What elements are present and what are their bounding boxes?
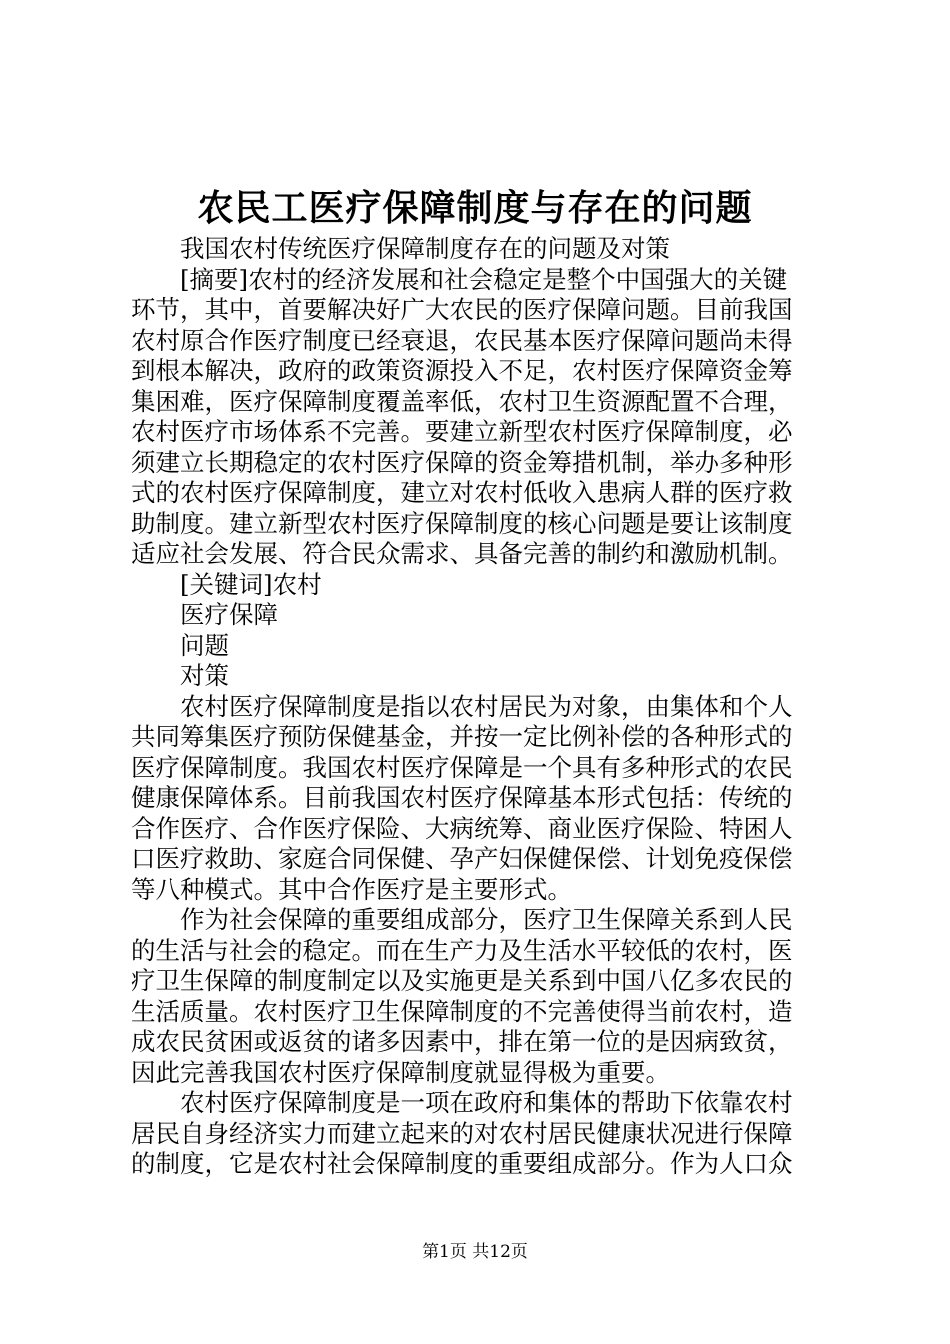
paragraph-line: 因此完善我国农村医疗保障制度就显得极为重要。 xyxy=(131,1057,670,1087)
abstract-line: 农村医疗市场体系不完善。要建立新型农村医疗保障制度，必 xyxy=(131,417,793,446)
paragraph-line: 等八种模式。其中合作医疗是主要形式。 xyxy=(131,874,572,904)
paragraph-line: 的生活与社会的稳定。而在生产力及生活水平较低的农村，医 xyxy=(131,935,793,965)
page-number-footer: 第1页 共12页 xyxy=(422,1242,528,1262)
paragraph-line: 疗卫生保障的制度制定以及实施更是关系到中国八亿多农民的 xyxy=(131,966,793,995)
paragraph-line: 共同筹集医疗预防保健基金，并按一定比例补偿的各种形式的 xyxy=(131,722,793,751)
paragraph-line: 口医疗救助、家庭合同保健、孕产妇保健保偿、计划免疫保偿 xyxy=(131,844,793,873)
paragraph-line: 医疗保障制度。我国农村医疗保障是一个具有多种形式的农民 xyxy=(131,752,793,782)
abstract-line: 农村原合作医疗制度已经衰退，农民基本医疗保障问题尚未得 xyxy=(131,325,793,355)
abstract-line: [摘要]农村的经济发展和社会稳定是整个中国强大的关键 xyxy=(180,264,788,294)
paragraph-line: 作为社会保障的重要组成部分，医疗卫生保障关系到人民 xyxy=(180,905,793,934)
paragraph-line: 农村医疗保障制度是一项在政府和集体的帮助下依靠农村 xyxy=(180,1088,793,1117)
keywords-line: [关键词]农村 xyxy=(180,569,322,599)
paragraph-line: 居民自身经济实力而建立起来的对农村居民健康状况进行保障 xyxy=(131,1118,793,1148)
keyword-line: 问题 xyxy=(180,630,229,660)
abstract-line: 助制度。建立新型农村医疗保障制度的核心问题是要让该制度 xyxy=(131,508,793,538)
keyword-line: 对策 xyxy=(180,661,229,690)
keyword-line: 医疗保障 xyxy=(180,600,278,629)
document-title: 农民工医疗保障制度与存在的问题 xyxy=(197,188,753,229)
paragraph-line: 成农民贫困或返贫的诸多因素中，排在第一位的是因病致贫， xyxy=(131,1027,793,1056)
abstract-line: 式的农村医疗保障制度，建立对农村低收入患病人群的医疗救 xyxy=(131,478,793,507)
abstract-line: 适应社会发展、符合民众需求、具备完善的制约和激励机制。 xyxy=(131,539,793,568)
document-body xyxy=(131,234,831,1180)
paragraph-line: 农村医疗保障制度是指以农村居民为对象，由集体和个人 xyxy=(180,691,793,721)
paragraph-line: 的制度，它是农村社会保障制度的重要组成部分。作为人口众 xyxy=(131,1149,793,1178)
paragraph-line: 合作医疗、合作医疗保险、大病统筹、商业医疗保险、特困人 xyxy=(131,813,793,843)
abstract-line: 集困难，医疗保障制度覆盖率低，农村卫生资源配置不合理， xyxy=(131,386,793,416)
paragraph-line: 生活质量。农村医疗卫生保障制度的不完善使得当前农村，造 xyxy=(131,996,793,1026)
abstract-line: 到根本解决，政府的政策资源投入不足，农村医疗保障资金筹 xyxy=(131,356,793,385)
subtitle-line: 我国农村传统医疗保障制度存在的问题及对策 xyxy=(180,234,670,263)
abstract-line: 须建立长期稳定的农村医疗保障的资金筹措机制，举办多种形 xyxy=(131,447,793,477)
paragraph-line: 健康保障体系。目前我国农村医疗保障基本形式包括：传统的 xyxy=(131,783,793,812)
abstract-line: 环节，其中，首要解决好广大农民的医疗保障问题。目前我国 xyxy=(131,295,793,324)
